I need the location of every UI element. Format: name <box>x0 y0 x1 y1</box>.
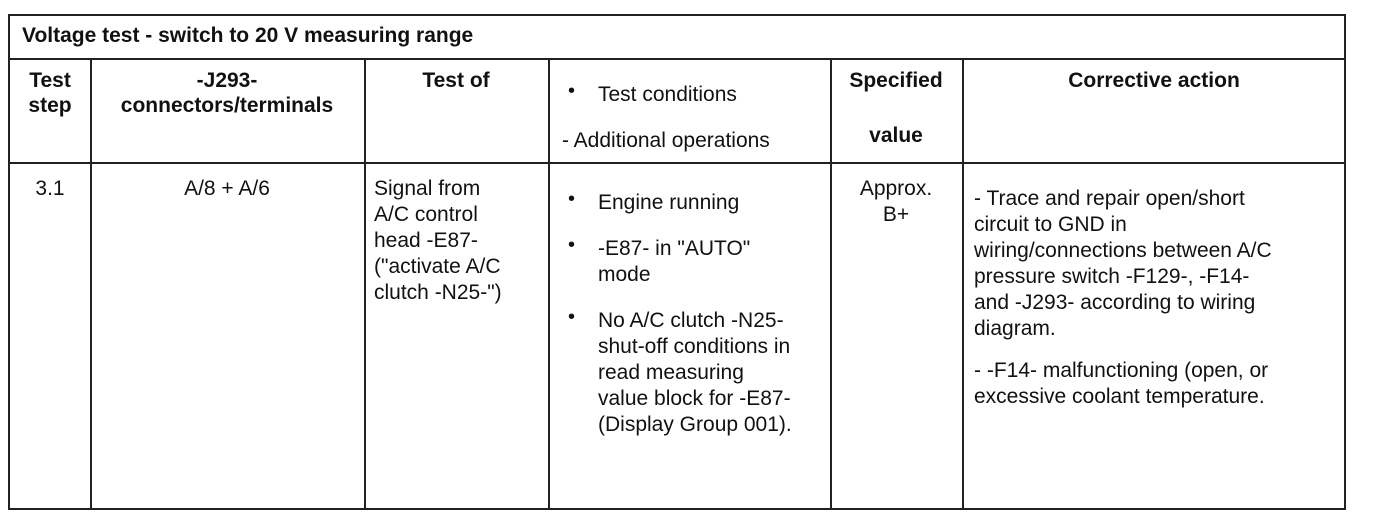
text-line: head -E87- <box>374 229 478 252</box>
column-divider <box>962 60 964 508</box>
header-connectors <box>90 68 364 118</box>
text-line: value block for -E87- <box>598 387 791 410</box>
bullet-icon: • <box>568 306 576 328</box>
cell-test-of <box>374 176 544 306</box>
header-line: connectors/terminals <box>120 94 334 117</box>
voltage-test-table <box>8 14 1346 510</box>
cell-corrective-action <box>974 186 1340 410</box>
text-line: and -J293- according to wiring <box>974 291 1256 314</box>
header-corrective-action <box>962 68 1346 93</box>
bullet-icon: • <box>568 80 576 102</box>
cell-specified-value <box>830 176 962 228</box>
text-line: excessive coolant temperature. <box>974 385 1265 408</box>
text-line: ("activate A/C <box>374 255 501 278</box>
condition-item <box>598 236 750 288</box>
text-line: Approx. <box>859 177 933 200</box>
header-line: value <box>869 124 923 147</box>
column-divider <box>364 60 366 508</box>
text-line: Signal from <box>374 177 481 200</box>
text-line: (Display Group 001). <box>598 413 792 436</box>
text-line: Engine running <box>598 191 740 214</box>
column-divider <box>90 60 92 508</box>
text-line: -E87- in "AUTO" <box>598 237 751 260</box>
table-title: Voltage test - switch to 20 V measuring range <box>22 24 474 47</box>
text-line: wiring/connections between A/C <box>974 239 1272 262</box>
header-line: Test of <box>422 69 490 92</box>
text-line: - Trace and repair open/short <box>974 187 1245 210</box>
cell-step: 3.1 <box>35 177 65 200</box>
header-line: Test <box>29 69 71 92</box>
header-line: Specified <box>849 69 943 92</box>
header-line: step <box>28 94 72 117</box>
text-line: pressure switch -F129-, -F14- <box>974 265 1250 288</box>
text-line: diagram. <box>974 317 1056 340</box>
header-test-conditions: Test conditions <box>598 83 737 106</box>
cell-terminals: A/8 + A/6 <box>184 177 270 200</box>
header-test-step <box>10 68 90 118</box>
paragraph-gap <box>974 342 1340 358</box>
text-line: mode <box>598 263 651 286</box>
table-title-row <box>10 16 1344 60</box>
text-line: shut-off conditions in <box>598 335 791 358</box>
header-line: Corrective action <box>1068 69 1240 92</box>
text-line: clutch -N25-") <box>374 281 502 304</box>
bullet-icon: • <box>568 188 576 210</box>
bullet-icon: • <box>568 234 576 256</box>
text-line: A/C control <box>374 203 478 226</box>
condition-item <box>598 308 792 438</box>
header-divider <box>10 162 1344 164</box>
header-test-of <box>364 68 548 93</box>
column-divider <box>548 60 550 508</box>
text-line: B+ <box>882 203 910 226</box>
text-line: No A/C clutch -N25- <box>598 309 784 332</box>
header-line: -J293- <box>196 69 258 92</box>
text-line: - -F14- malfunctioning (open, or <box>974 359 1269 382</box>
header-additional-operations: - Additional operations <box>562 129 770 152</box>
text-line: read measuring <box>598 361 744 384</box>
condition-item <box>598 190 739 216</box>
header-specified-value <box>830 68 962 148</box>
text-line: circuit to GND in <box>974 213 1127 236</box>
